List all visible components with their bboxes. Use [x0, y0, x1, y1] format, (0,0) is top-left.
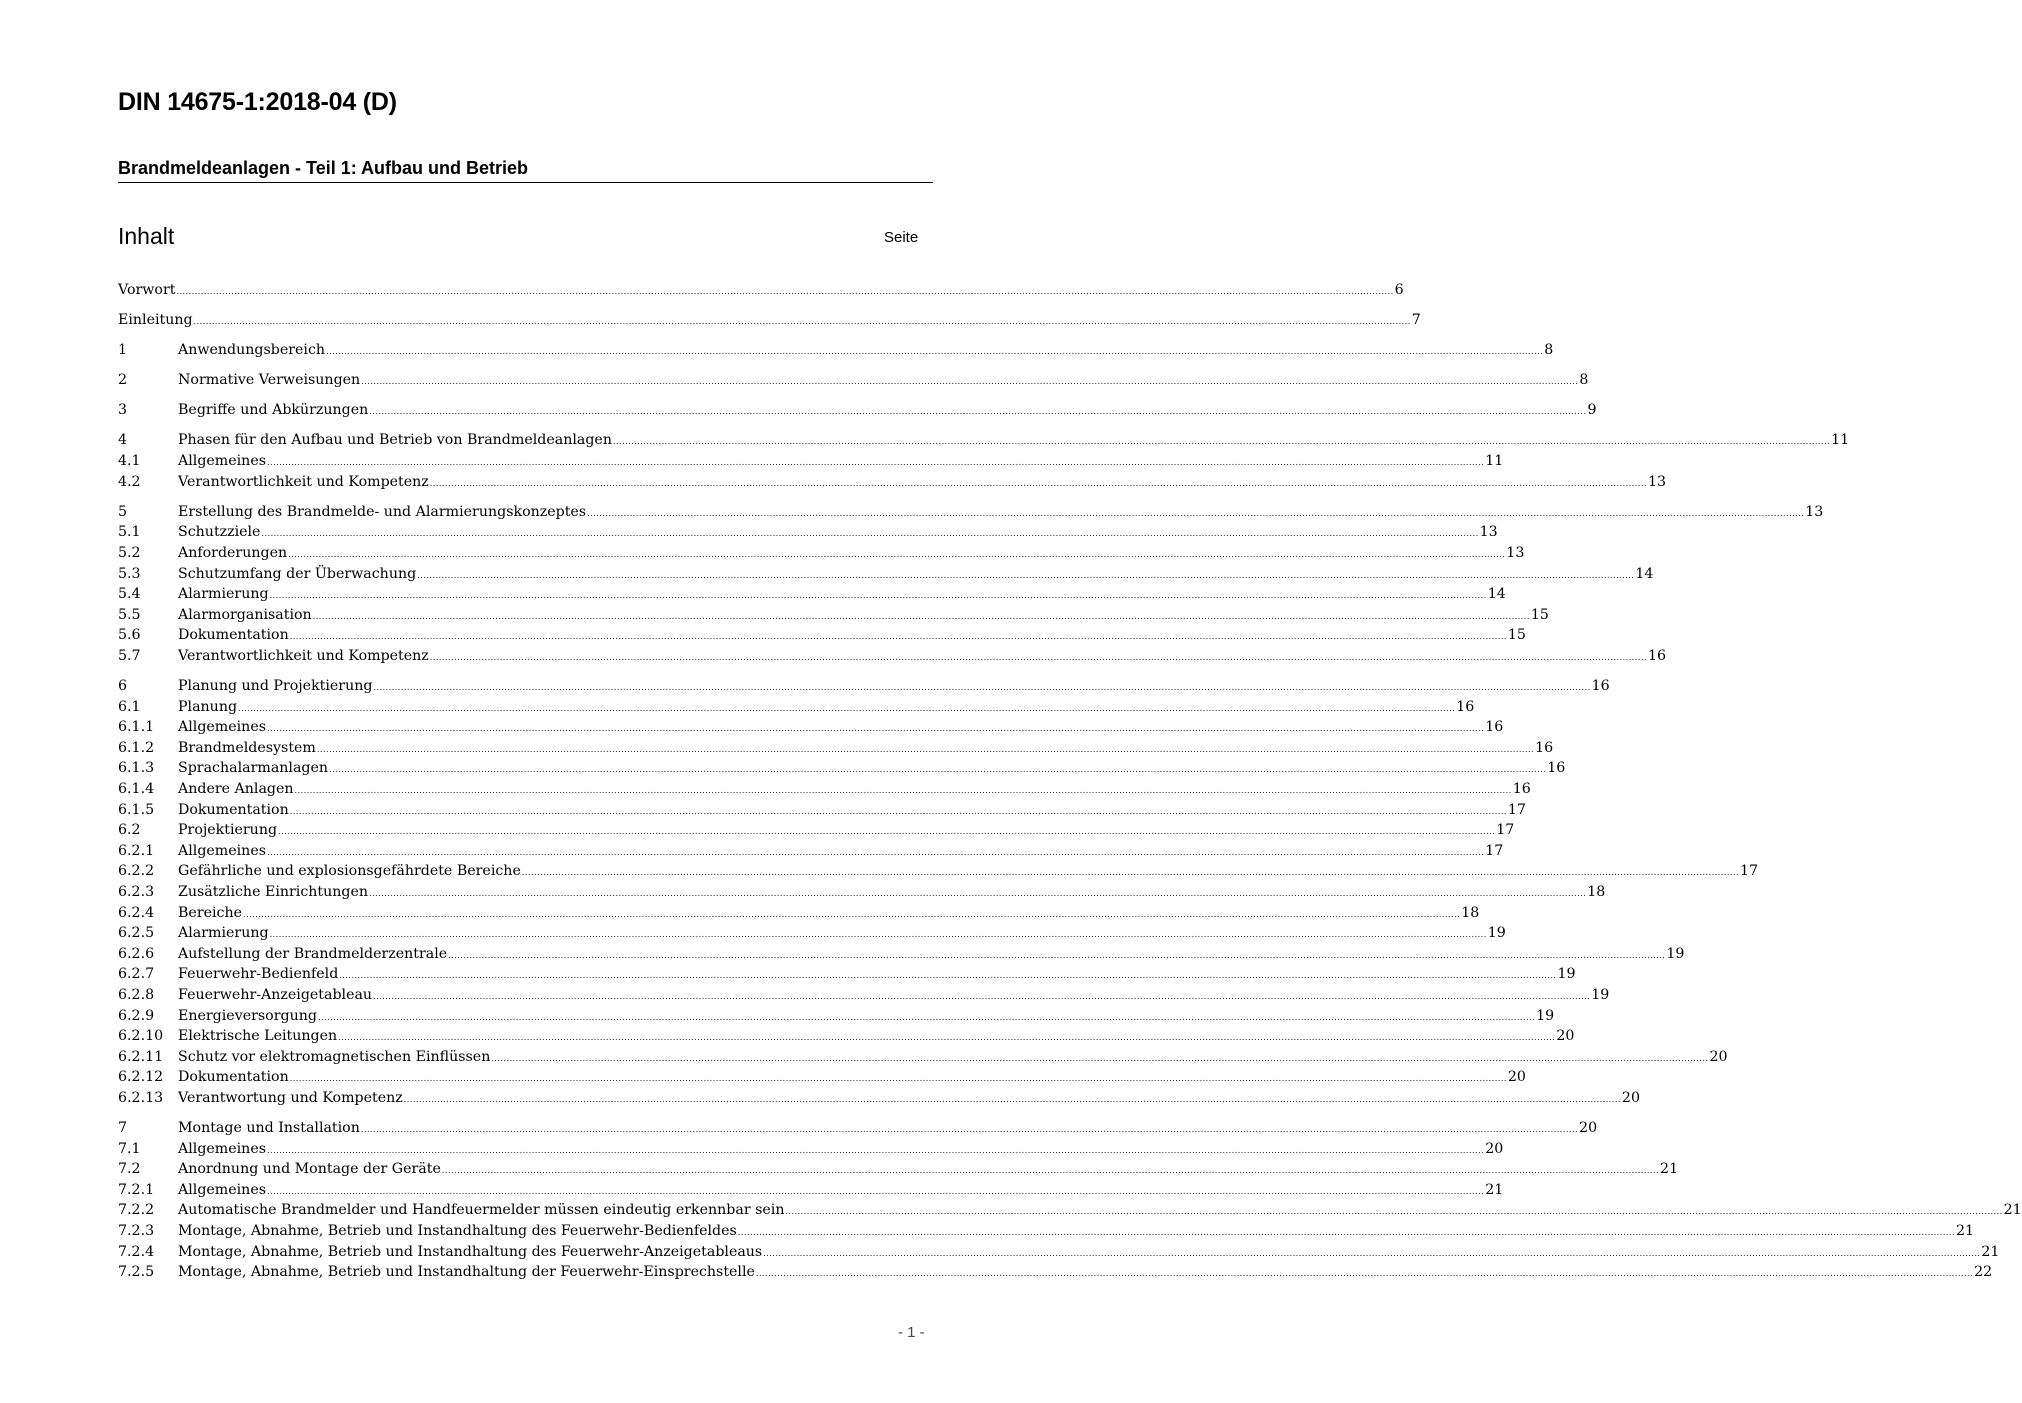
- toc-entry-page: 19: [1557, 966, 1576, 983]
- toc-dot-leader: ................................................................................................................................................................................................................................................................................................................................................................................................................: [316, 744, 1535, 754]
- toc-entry-number: 7.2.4: [118, 1243, 155, 1260]
- toc-dot-leader: ................................................................................................................................................................................................................................................................................................................................................................................................................: [737, 1227, 1955, 1237]
- toc-entry-number: 6.1.3: [118, 760, 155, 777]
- toc-dot-leader: ................................................................................................................................................................................................................................................................................................................................................................................................................: [267, 1186, 1485, 1196]
- toc-entry-title: Schutzziele: [178, 524, 261, 541]
- toc-entry-title: Alarmorganisation: [178, 606, 312, 623]
- toc-entry[interactable]: [118, 923, 1506, 944]
- toc-entry-page: 17: [1496, 822, 1515, 839]
- page-number-footer: - 1 -: [898, 1324, 925, 1341]
- toc-entry-page: 11: [1831, 432, 1850, 449]
- toc-dot-leader: ................................................................................................................................................................................................................................................................................................................................................................................................................: [267, 847, 1485, 857]
- toc-entry-page: 16: [1512, 780, 1531, 797]
- toc-entry-number: 7.2.1: [118, 1181, 155, 1198]
- toc-entry[interactable]: [118, 1118, 1598, 1139]
- toc-entry-number: 6.2.3: [118, 883, 155, 900]
- toc-dot-leader: ................................................................................................................................................................................................................................................................................................................................................................................................................: [193, 317, 1411, 327]
- toc-entry[interactable]: [118, 1088, 1640, 1109]
- toc-entry-title: Planung: [178, 698, 238, 715]
- toc-entry[interactable]: [118, 964, 1576, 985]
- toc-entry[interactable]: [118, 944, 1685, 965]
- toc-dot-leader: ................................................................................................................................................................................................................................................................................................................................................................................................................: [491, 1053, 1709, 1063]
- toc-dot-leader: ................................................................................................................................................................................................................................................................................................................................................................................................................: [521, 868, 1740, 878]
- toc-entry-title: Begriffe und Abkürzungen: [178, 402, 369, 419]
- toc-entry-title: Vorwort: [118, 282, 176, 298]
- toc-entry[interactable]: [118, 1139, 1504, 1160]
- toc-entry-page: 15: [1507, 627, 1526, 644]
- toc-dot-leader: ................................................................................................................................................................................................................................................................................................................................................................................................................: [763, 1248, 1981, 1258]
- toc-entry-page: 21: [2003, 1202, 2022, 1219]
- toc-dot-leader: ................................................................................................................................................................................................................................................................................................................................................................................................................: [329, 765, 1547, 775]
- toc-entry-page: 16: [1591, 678, 1610, 694]
- toc-entry-page: 20: [1709, 1048, 1728, 1065]
- toc-entry-title: Energieversorgung: [178, 1007, 317, 1024]
- toc-entry-title: Erstellung des Brandmelde- und Alarmierungskonzeptes: [178, 503, 587, 520]
- toc-dot-leader: ................................................................................................................................................................................................................................................................................................................................................................................................................: [289, 1074, 1507, 1084]
- toc-entry-number: 5.3: [118, 565, 141, 582]
- toc-entry-title: Montage, Abnahme, Betrieb und Instandhaltung des Feuerwehr-Bedienfeldes: [178, 1222, 737, 1239]
- toc-entry-page: 20: [1621, 1089, 1640, 1106]
- toc-dot-leader: ................................................................................................................................................................................................................................................................................................................................................................................................................: [312, 611, 1530, 621]
- toc-entry-title: Projektierung: [178, 822, 278, 839]
- toc-entry-page: 15: [1530, 606, 1549, 623]
- toc-entry-title: Verantwortung und Kompetenz: [178, 1089, 403, 1106]
- toc-entry-page: 19: [1591, 986, 1610, 1003]
- toc-entry-title: Feuerwehr-Anzeigetableau: [178, 986, 373, 1003]
- toc-entry-page: 7: [1411, 312, 1421, 329]
- toc-entry[interactable]: [118, 841, 1504, 862]
- toc-entry-page: 9: [1587, 402, 1597, 419]
- toc-entry-number: 4.2: [118, 473, 141, 490]
- toc-dot-leader: ................................................................................................................................................................................................................................................................................................................................................................................................................: [261, 529, 1479, 539]
- toc-entry[interactable]: [118, 564, 1654, 585]
- toc-entry[interactable]: [118, 985, 1610, 1006]
- toc-entry[interactable]: [118, 882, 1606, 903]
- toc-entry-page: 8: [1544, 342, 1554, 359]
- toc-entry-page: 21: [1485, 1181, 1504, 1198]
- toc-entry-title: Anwendungsbereich: [178, 342, 326, 359]
- toc-entry-title: Schutzumfang der Überwachung: [178, 565, 417, 582]
- toc-entry-number: 5.7: [118, 647, 141, 664]
- toc-entry[interactable]: [118, 1221, 1975, 1242]
- toc-entry-number: 7.2: [118, 1161, 141, 1178]
- toc-entry[interactable]: [118, 430, 1850, 451]
- toc-dot-leader: ................................................................................................................................................................................................................................................................................................................................................................................................................: [288, 549, 1506, 559]
- toc-entry-number: 6.1.2: [118, 739, 155, 756]
- toc-entry[interactable]: [118, 800, 1526, 821]
- toc-entry-title: Gefährliche und explosionsgefährdete Bereiche: [178, 863, 521, 880]
- toc-entry-title: Zusätzliche Einrichtungen: [178, 883, 369, 900]
- toc-entry[interactable]: [118, 1026, 1575, 1047]
- toc-dot-leader: ................................................................................................................................................................................................................................................................................................................................................................................................................: [403, 1094, 1621, 1104]
- toc-entry-page: 16: [1647, 647, 1667, 664]
- toc-entry-number: 6.2.6: [118, 945, 155, 962]
- toc-entry-number: 6.2.13: [118, 1089, 164, 1106]
- toc-entry-number: 7.2.2: [118, 1202, 155, 1219]
- toc-entry-title: Dokumentation: [178, 801, 289, 818]
- toc-entry[interactable]: [118, 1200, 2022, 1221]
- toc-dot-leader: ................................................................................................................................................................................................................................................................................................................................................................................................................: [238, 703, 1456, 713]
- toc-entry[interactable]: [118, 625, 1526, 646]
- toc-dot-leader: ................................................................................................................................................................................................................................................................................................................................................................................................................: [267, 1145, 1485, 1155]
- toc-entry-title: Brandmeldesystem: [178, 739, 316, 756]
- toc-dot-leader: ................................................................................................................................................................................................................................................................................................................................................................................................................: [429, 652, 1647, 662]
- toc-entry-page: 19: [1487, 925, 1506, 942]
- toc-entry-title: Normative Verweisungen: [178, 372, 361, 389]
- toc-entry[interactable]: [118, 451, 1504, 472]
- toc-entry-page: 20: [1579, 1119, 1598, 1136]
- toc-entry[interactable]: [118, 340, 1554, 361]
- toc-entry[interactable]: [118, 280, 1404, 301]
- toc-entry-number: 6.2.11: [118, 1048, 164, 1065]
- toc-entry-page: 16: [1456, 698, 1475, 715]
- toc-entry[interactable]: [118, 502, 1824, 523]
- toc-dot-leader: ................................................................................................................................................................................................................................................................................................................................................................................................................: [373, 991, 1591, 1001]
- toc-entry-number: 4.1: [118, 453, 141, 470]
- toc-entry[interactable]: [118, 676, 1610, 697]
- toc-entry-title: Verantwortlichkeit und Kompetenz: [178, 473, 429, 490]
- toc-entry-page: 17: [1740, 863, 1759, 880]
- toc-entry-page: 21: [1981, 1243, 2000, 1260]
- toc-entry[interactable]: [118, 697, 1475, 718]
- toc-entry-number: 7.2.3: [118, 1222, 155, 1239]
- toc-entry-number: 5.4: [118, 586, 141, 603]
- toc-entry[interactable]: [118, 1262, 1993, 1283]
- toc-entry-number: 6.2.10: [118, 1028, 164, 1045]
- toc-entry-title: Allgemeines: [178, 842, 266, 859]
- toc-entry-page: 18: [1461, 904, 1480, 921]
- toc-entry-page: 13: [1506, 544, 1525, 561]
- toc-entry-number: 4: [118, 432, 128, 449]
- toc-entry-page: 16: [1535, 739, 1554, 756]
- toc-entry-title: Anordnung und Montage der Geräte: [178, 1161, 441, 1178]
- toc-dot-leader: ................................................................................................................................................................................................................................................................................................................................................................................................................: [755, 1269, 1974, 1279]
- toc-entry-page: 20: [1556, 1028, 1575, 1045]
- toc-entry-page: 20: [1485, 1140, 1504, 1157]
- toc-dot-leader: ................................................................................................................................................................................................................................................................................................................................................................................................................: [612, 437, 1831, 447]
- toc-entry-title: Allgemeines: [178, 453, 266, 470]
- toc-dot-leader: ................................................................................................................................................................................................................................................................................................................................................................................................................: [269, 930, 1487, 940]
- toc-dot-leader: ................................................................................................................................................................................................................................................................................................................................................................................................................: [587, 508, 1805, 518]
- toc-entry-number: 6.1.4: [118, 780, 155, 797]
- toc-entry[interactable]: [118, 1159, 1679, 1180]
- toc-entry-number: 2: [118, 372, 128, 389]
- toc-entry-title: Planung und Projektierung: [178, 678, 373, 694]
- toc-entry-number: 5: [118, 503, 128, 520]
- toc-dot-leader: ................................................................................................................................................................................................................................................................................................................................................................................................................: [176, 287, 1394, 296]
- toc-entry[interactable]: [118, 584, 1506, 605]
- toc-entry-number: 6.2.9: [118, 1007, 155, 1024]
- toc-dot-leader: ................................................................................................................................................................................................................................................................................................................................................................................................................: [373, 683, 1591, 692]
- toc-entry-title: Anforderungen: [178, 544, 288, 561]
- toc-entry-number: 5.5: [118, 606, 141, 623]
- toc-dot-leader: ................................................................................................................................................................................................................................................................................................................................................................................................................: [267, 458, 1485, 468]
- toc-entry-title: Allgemeines: [178, 1140, 266, 1157]
- toc-dot-leader: ................................................................................................................................................................................................................................................................................................................................................................................................................: [441, 1166, 1660, 1176]
- toc-dot-leader: ................................................................................................................................................................................................................................................................................................................................................................................................................: [289, 806, 1507, 816]
- toc-entry[interactable]: [118, 370, 1589, 391]
- toc-entry[interactable]: [118, 903, 1480, 924]
- toc-entry-title: Phasen für den Aufbau und Betrieb von Brandmeldeanlagen: [178, 432, 612, 449]
- toc-entry-number: 6: [118, 678, 128, 694]
- toc-entry-title: Montage und Installation: [178, 1119, 360, 1136]
- toc-entry[interactable]: [118, 861, 1759, 882]
- toc-dot-leader: ................................................................................................................................................................................................................................................................................................................................................................................................................: [278, 827, 1496, 837]
- toc-entry[interactable]: [118, 522, 1498, 543]
- toc-entry-number: 6.2.2: [118, 863, 155, 880]
- toc-entry-number: 6.2.7: [118, 966, 155, 983]
- toc-entry-number: 6.2.4: [118, 904, 155, 921]
- toc-entry[interactable]: [118, 1047, 1728, 1068]
- toc-entry-title: Verantwortlichkeit und Kompetenz: [178, 647, 429, 664]
- toc-entry-page: 21: [1956, 1222, 1975, 1239]
- toc-dot-leader: ................................................................................................................................................................................................................................................................................................................................................................................................................: [369, 407, 1587, 417]
- toc-entry-title: Montage, Abnahme, Betrieb und Instandhaltung der Feuerwehr-Einsprechstelle: [178, 1264, 755, 1281]
- toc-entry-page: 17: [1485, 842, 1504, 859]
- toc-entry-number: 7.1: [118, 1140, 141, 1157]
- toc-dot-leader: ................................................................................................................................................................................................................................................................................................................................................................................................................: [369, 888, 1587, 898]
- toc-entry-number: 3: [118, 402, 128, 419]
- page-column-label: Seite: [884, 229, 919, 246]
- toc-entry[interactable]: [118, 758, 1566, 779]
- toc-entry-title: Dokumentation: [178, 1069, 289, 1086]
- toc-entry[interactable]: [118, 1242, 2000, 1263]
- toc-dot-leader: ................................................................................................................................................................................................................................................................................................................................................................................................................: [289, 632, 1507, 642]
- toc-entry-number: 6.2.5: [118, 925, 155, 942]
- toc-entry-page: 13: [1479, 524, 1498, 541]
- toc-entry-number: 7.2.5: [118, 1264, 155, 1281]
- table-of-contents: [118, 280, 2022, 1283]
- toc-entry-title: Sprachalarmanlagen: [178, 760, 329, 777]
- toc-dot-leader: ................................................................................................................................................................................................................................................................................................................................................................................................................: [326, 347, 1544, 357]
- toc-dot-leader: ................................................................................................................................................................................................................................................................................................................................................................................................................: [417, 570, 1635, 580]
- toc-entry[interactable]: [118, 1180, 1504, 1201]
- toc-entry[interactable]: [118, 1006, 1555, 1027]
- header-divider: [118, 182, 933, 183]
- document-subtitle: Brandmeldeanlagen - Teil 1: Aufbau und Betrieb: [118, 158, 529, 178]
- toc-entry-title: Dokumentation: [178, 627, 289, 644]
- toc-entry[interactable]: [118, 543, 1525, 564]
- toc-entry[interactable]: [118, 310, 1421, 331]
- toc-entry-title: Allgemeines: [178, 719, 266, 736]
- toc-dot-leader: ................................................................................................................................................................................................................................................................................................................................................................................................................: [448, 950, 1666, 960]
- toc-entry-page: 14: [1635, 565, 1654, 582]
- toc-entry-page: 16: [1485, 719, 1504, 736]
- document-title: DIN 14675-1:2018-04 (D): [118, 88, 397, 116]
- toc-entry[interactable]: [118, 400, 1597, 421]
- toc-entry-page: 6: [1394, 282, 1404, 298]
- toc-entry-number: 6.2.12: [118, 1069, 164, 1086]
- toc-entry-number: 6.2: [118, 822, 141, 839]
- toc-dot-leader: ................................................................................................................................................................................................................................................................................................................................................................................................................: [317, 1012, 1536, 1022]
- toc-entry-page: 13: [1647, 473, 1667, 490]
- toc-entry-page: 22: [1974, 1264, 1993, 1281]
- toc-entry-title: Schutz vor elektromagnetischen Einflüssen: [178, 1048, 491, 1065]
- toc-entry[interactable]: [118, 472, 1667, 493]
- toc-entry-page: 20: [1507, 1069, 1526, 1086]
- toc-entry-title: Aufstellung der Brandmelderzentrale: [178, 945, 448, 962]
- toc-entry-number: 5.2: [118, 544, 141, 561]
- toc-entry-title: Feuerwehr-Bedienfeld: [178, 966, 339, 983]
- toc-dot-leader: ................................................................................................................................................................................................................................................................................................................................................................................................................: [269, 591, 1487, 601]
- toc-dot-leader: ................................................................................................................................................................................................................................................................................................................................................................................................................: [339, 971, 1557, 981]
- toc-entry[interactable]: [118, 1067, 1526, 1088]
- toc-dot-leader: ................................................................................................................................................................................................................................................................................................................................................................................................................: [243, 909, 1461, 919]
- toc-entry-title: Automatische Brandmelder und Handfeuermelder müssen eindeutig erkennbar sein: [178, 1202, 785, 1219]
- toc-entry-number: 5.6: [118, 627, 141, 644]
- toc-entry-page: 18: [1587, 883, 1606, 900]
- toc-entry-number: 6.1.1: [118, 719, 155, 736]
- toc-entry-number: 6.1: [118, 698, 141, 715]
- toc-entry-number: 7: [118, 1119, 128, 1136]
- toc-entry-number: 6.2.8: [118, 986, 155, 1003]
- toc-entry-page: 17: [1507, 801, 1526, 818]
- toc-entry[interactable]: [118, 779, 1531, 800]
- toc-entry[interactable]: [118, 605, 1549, 626]
- toc-entry-title: Bereiche: [178, 904, 243, 921]
- toc-entry-number: 5.1: [118, 524, 141, 541]
- toc-entry-page: 21: [1660, 1161, 1679, 1178]
- toc-entry-page: 14: [1487, 586, 1506, 603]
- toc-entry[interactable]: [118, 717, 1504, 738]
- toc-entry-title: Montage, Abnahme, Betrieb und Instandhaltung des Feuerwehr-Anzeigetableaus: [178, 1243, 763, 1260]
- toc-entry-title: Andere Anlagen: [178, 780, 294, 797]
- toc-entry-page: 13: [1805, 503, 1824, 520]
- toc-entry-number: 6.1.5: [118, 801, 155, 818]
- toc-dot-leader: ................................................................................................................................................................................................................................................................................................................................................................................................................: [360, 1124, 1579, 1134]
- toc-entry-number: 6.2.1: [118, 842, 155, 859]
- toc-entry-title: Einleitung: [118, 312, 193, 329]
- toc-dot-leader: ................................................................................................................................................................................................................................................................................................................................................................................................................: [361, 377, 1579, 387]
- toc-entry[interactable]: [118, 738, 1554, 759]
- toc-dot-leader: ................................................................................................................................................................................................................................................................................................................................................................................................................: [338, 1033, 1556, 1043]
- toc-dot-leader: ................................................................................................................................................................................................................................................................................................................................................................................................................: [785, 1207, 2003, 1217]
- toc-entry-title: Elektrische Leitungen: [178, 1028, 338, 1045]
- toc-dot-leader: ................................................................................................................................................................................................................................................................................................................................................................................................................: [267, 724, 1485, 734]
- toc-entry[interactable]: [118, 646, 1667, 667]
- toc-entry-page: 11: [1485, 453, 1504, 470]
- toc-entry[interactable]: [118, 820, 1515, 841]
- toc-entry-title: Allgemeines: [178, 1181, 266, 1198]
- toc-heading: Inhalt: [118, 223, 175, 249]
- toc-dot-leader: ................................................................................................................................................................................................................................................................................................................................................................................................................: [429, 478, 1647, 488]
- toc-entry-page: 16: [1547, 760, 1566, 777]
- toc-entry-page: 8: [1579, 372, 1589, 389]
- toc-entry-page: 19: [1666, 945, 1685, 962]
- toc-entry-page: 19: [1536, 1007, 1555, 1024]
- toc-entry-title: Alarmierung: [178, 586, 269, 603]
- toc-entry-title: Alarmierung: [178, 925, 269, 942]
- toc-dot-leader: ................................................................................................................................................................................................................................................................................................................................................................................................................: [294, 785, 1512, 795]
- toc-entry-number: 1: [118, 342, 128, 359]
